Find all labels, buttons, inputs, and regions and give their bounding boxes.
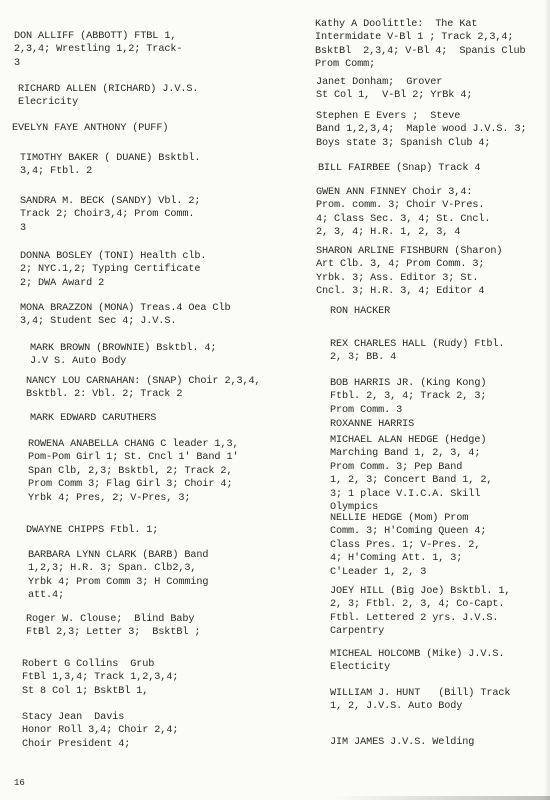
entry-line: 2, 3; BB. 4 — [330, 352, 397, 364]
entry-line: 3,4; Ftbl. 2 — [20, 166, 93, 178]
page-number: 16 — [14, 778, 25, 788]
entry-line: Class Pres. 1; V-Pres. 2, — [330, 539, 481, 551]
entry-line: 3,4; Student Sec 4; J.V.S. — [20, 316, 177, 328]
entry-line: FtBl 2,3; Letter 3; BsktBl ; — [26, 627, 201, 639]
entry-line: Track 2; Choir3,4; Prom Comm. — [20, 209, 195, 221]
entry-line: SHARON ARLINE FISHBURN (Sharon) — [316, 246, 503, 257]
entry-line: Prom Comm. 3 — [330, 404, 403, 416]
student-entry — [330, 305, 390, 318]
entry-line: Stephen E Evers ; Steve — [316, 111, 461, 122]
entry-line: Ftbl. 2, 3, 4; Track 2, 3; — [330, 391, 487, 403]
entry-line: BARBARA LYNN CLARK (BARB) Band — [28, 550, 209, 561]
student-entry — [316, 245, 502, 299]
entry-line: EVELYN FAYE ANTHONY (PUFF) — [12, 123, 169, 134]
entry-line: 1,2,3; H.R. 3; Span. Clb2,3, — [28, 563, 197, 575]
entry-line: MICHAEL ALAN HEDGE (Hedge) — [330, 435, 487, 446]
entry-line: 3 — [14, 57, 21, 69]
entry-line: DON ALLIFF (ABBOTT) FTBL 1, — [14, 31, 177, 42]
entry-line: SANDRA M. BECK (SANDY) Vbl. 2; — [20, 196, 201, 207]
entry-line: Roger W. Clouse; Blind Baby — [26, 614, 195, 625]
entry-line: 4; H'Coming Att. 1, 3; — [330, 553, 463, 565]
entry-line: Marching Band 1, 2, 3, 4; — [330, 448, 481, 460]
student-entry — [330, 585, 510, 639]
entry-line: NELLIE HEDGE (Mom) Prom — [330, 513, 469, 524]
entry-line: Cncl. 3; H.R. 3, 4; Editor 4 — [316, 286, 485, 298]
entry-line: BsktBl 2,3,4; V-Bl 4; Spanis Club — [315, 45, 526, 57]
entry-line: St 8 Col 1; BsktBl 1, — [22, 685, 149, 697]
entry-line: Ftbl. Lettered 2 yrs. J.V.S. — [330, 612, 499, 624]
entry-line: Prom Comm 3; Flag Girl 3; Choir 4; — [28, 479, 233, 491]
entry-line: Kathy A Doolittle: The Kat — [315, 19, 478, 30]
entry-line: Janet Donham; Grover — [316, 77, 443, 88]
student-entry — [330, 434, 492, 514]
entry-line: Carpentry — [330, 626, 385, 638]
entry-line: JIM JAMES J.V.S. Welding — [330, 737, 475, 748]
entry-line: JOEY HILL (Big Joe) Bsktbl. 1, — [330, 586, 511, 597]
entry-line: Prom. comm. 3; Choir V-Pres. — [316, 200, 485, 212]
entry-line: FtBl 1,3,4; Track 1,2,3,4; — [22, 672, 179, 684]
page-bottom-edge — [330, 796, 550, 800]
entry-line: Yrbk 4; Pres, 2; V-Pres, 3; — [28, 492, 191, 504]
entry-line: Elecricity — [18, 97, 79, 109]
entry-line: 4; Class Sec. 3, 4; St. Cncl. — [316, 213, 491, 225]
student-entry — [20, 250, 206, 290]
entry-line: 3; 1 place V.I.C.A. Skill — [330, 488, 481, 500]
entry-line: RICHARD ALLEN (RICHARD) J.V.S. — [18, 84, 199, 95]
student-entry — [330, 338, 504, 365]
entry-line: Prom Comm. 3; Pep Band — [330, 461, 463, 473]
entry-line: Honor Roll 3,4; Choir 2,4; — [22, 725, 179, 737]
entry-line: BILL FAIRBEE (Snap) Track 4 — [318, 163, 481, 174]
entry-line: NANCY LOU CARNAHAN: (SNAP) Choir 2,3,4, — [26, 376, 261, 387]
student-entry — [330, 418, 414, 431]
entry-line: TIMOTHY BAKER ( DUANE) Bsktbl. — [20, 153, 201, 164]
entry-line: Yrbk 4; Prom Comm 3; H Comming — [28, 576, 209, 588]
entry-line: GWEN ANN FINNEY Choir 3,4: — [316, 187, 473, 198]
student-entry — [315, 18, 525, 72]
entry-line: J.V S. Auto Body — [30, 356, 127, 368]
entry-line: Olympics — [330, 502, 379, 514]
entry-line: Art Clb. 3, 4; Prom Comm. 3; — [316, 259, 485, 271]
student-entry — [26, 375, 261, 402]
entry-line: Intermidate V-Bl 1 ; Track 2,3,4; — [315, 32, 514, 44]
student-entry — [330, 687, 510, 714]
entry-line: DWAYNE CHIPPS Ftbl. 1; — [26, 525, 159, 536]
student-entry — [318, 162, 480, 175]
entry-line: BOB HARRIS JR. (King Kong) — [330, 378, 487, 389]
student-entry — [26, 613, 200, 640]
student-entry — [30, 342, 216, 369]
entry-line: Band 1,2,3,4; Maple wood J.V.S. 3; — [316, 124, 527, 136]
entry-line: WILLIAM J. HUNT (Bill) Track — [330, 688, 511, 699]
student-entry — [14, 30, 182, 70]
entry-line: DONNA BOSLEY (TONI) Health clb. — [20, 251, 207, 262]
entry-line: Robert G Collins Grub — [22, 659, 155, 670]
entry-line: Span Clb, 2,3; Bsktbl, 2; Track 2, — [28, 465, 233, 477]
student-entry — [330, 512, 486, 579]
page-edge-shadow — [544, 0, 550, 800]
student-entry — [20, 152, 200, 179]
entry-line: Prom Comm; — [315, 59, 376, 71]
entry-line: Boys state 3; Spanish Club 4; — [316, 137, 491, 149]
entry-line: ROXANNE HARRIS — [330, 419, 415, 430]
entry-line: RON HACKER — [330, 306, 391, 317]
student-entry — [22, 658, 178, 698]
student-entry — [316, 76, 472, 103]
entry-line: 2, 3; Ftbl. 2, 3, 4; Co-Capt. — [330, 599, 505, 611]
entry-line: Stacy Jean Davis — [22, 712, 125, 723]
student-entry — [12, 122, 168, 135]
entry-line: Electicity — [330, 662, 391, 674]
student-entry — [20, 195, 200, 235]
entry-line: MARK BROWN (BROWNIE) Bsktbl. 4; — [30, 343, 217, 354]
entry-line: 2; NYC.1,2; Typing Certificate — [20, 264, 201, 276]
entry-line: REX CHARLES HALL (Rudy) Ftbl. — [330, 339, 505, 350]
entry-line: MICHEAL HOLCOMB (Mike) J.V.S. — [330, 649, 505, 660]
entry-line: MONA BRAZZON (MONA) Treas.4 Oea Clb — [20, 303, 231, 314]
student-entry — [28, 549, 208, 603]
entry-line: Pom-Pom Girl 1; St. Cncl 1' Band 1' — [28, 452, 239, 464]
entry-line: att.4; — [28, 590, 65, 602]
entry-line: Bsktbl. 2: Vbl. 2; Track 2 — [26, 389, 183, 401]
student-entry — [316, 186, 490, 240]
entry-line: 3 — [20, 222, 27, 234]
student-entry — [28, 438, 238, 505]
entry-line: C'Leader 1, 2, 3 — [330, 566, 427, 578]
entry-line: St Col 1, V-Bl 2; YrBk 4; — [316, 90, 473, 102]
student-entry — [30, 412, 156, 425]
student-entry — [330, 736, 474, 749]
student-entry — [22, 711, 178, 751]
student-entry — [26, 524, 158, 537]
entry-line: Yrbk. 3; Ass. Editor 3; St. — [316, 272, 479, 284]
student-entry — [330, 648, 504, 675]
entry-line: 2; DWA Award 2 — [20, 277, 105, 289]
entry-line: 2,3,4; Wrestling 1,2; Track- — [14, 44, 183, 56]
entry-line: Choir President 4; — [22, 738, 131, 750]
student-entry — [20, 302, 230, 329]
entry-line: 1, 2, J.V.S. Auto Body — [330, 701, 463, 713]
student-entry — [330, 377, 486, 417]
student-entry — [316, 110, 526, 150]
entry-line: 1, 2, 3; Concert Band 1, 2, — [330, 475, 493, 487]
entry-line: ROWENA ANABELLA CHANG C leader 1,3, — [28, 439, 239, 450]
student-entry — [18, 83, 198, 110]
entry-line: Comm. 3; H'Coming Queen 4; — [330, 526, 487, 538]
entry-line: MARK EDWARD CARUTHERS — [30, 413, 157, 424]
entry-line: 2, 3, 4; H.R. 1, 2, 3, 4 — [316, 227, 461, 239]
